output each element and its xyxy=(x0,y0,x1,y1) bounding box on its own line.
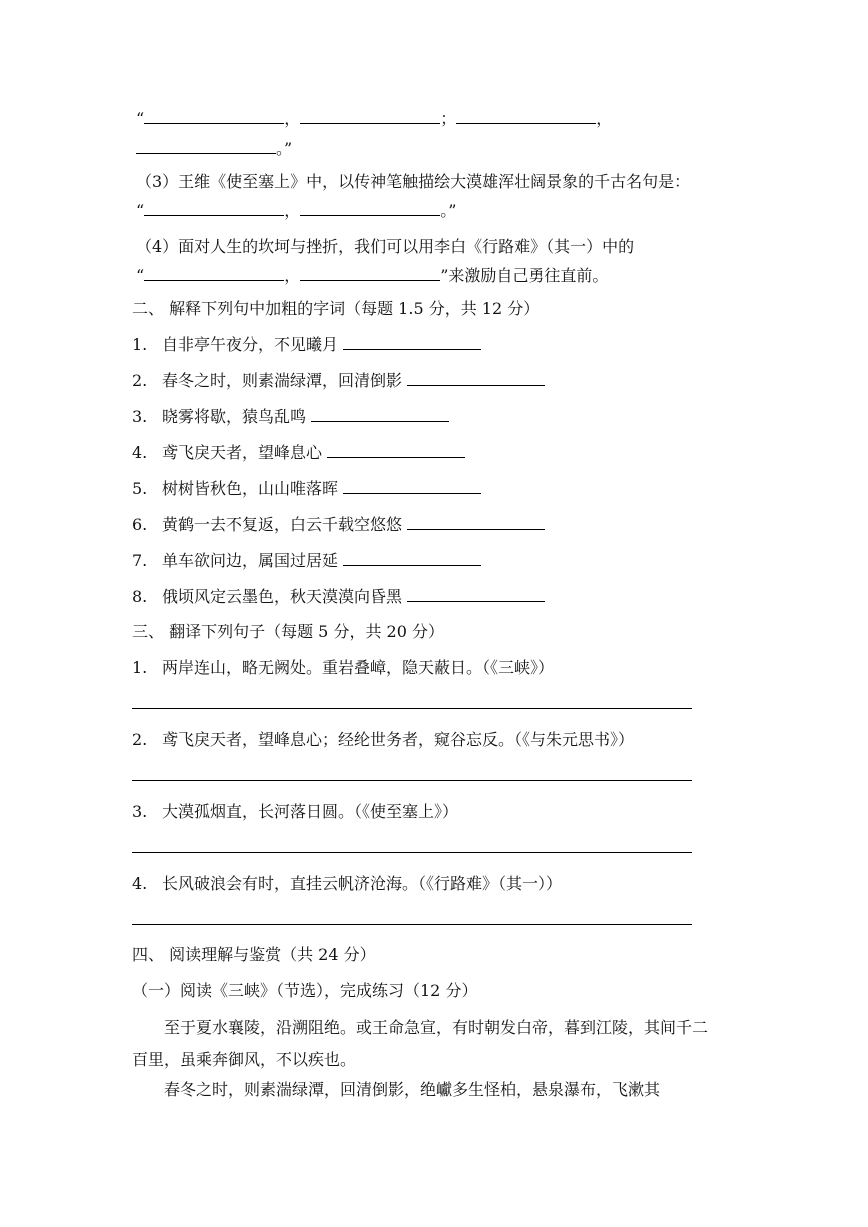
reading-paragraph-2: 春冬之时，则素湍绿潭，回清倒影，绝巘多生怪柏，悬泉瀑布，飞漱其 xyxy=(164,1080,661,1099)
section-2-item xyxy=(132,405,449,428)
answer-line[interactable] xyxy=(132,924,692,925)
item-text: 鸢飞戾天者，望峰息心 xyxy=(162,443,323,462)
answer-blank[interactable] xyxy=(343,549,481,566)
item-number: 4. xyxy=(132,874,148,893)
answer-blank[interactable] xyxy=(300,199,440,216)
open-quote: “ xyxy=(136,266,145,285)
answer-blank[interactable] xyxy=(407,585,545,602)
open-quote: “ xyxy=(136,109,145,128)
semicolon: ； xyxy=(440,109,457,128)
section-3-title: 三、 翻译下列句子（每题 5 分，共 20 分） xyxy=(132,622,444,641)
answer-line[interactable] xyxy=(132,852,692,853)
section-2-item xyxy=(132,549,481,572)
item-number: 4. xyxy=(132,443,148,462)
section-3-item xyxy=(132,657,554,679)
comma: ， xyxy=(596,109,613,128)
question-4-text: （4）面对人生的坎坷与挫折，我们可以用李白《行路难》（其一）中的 xyxy=(136,237,635,256)
answer-blank[interactable] xyxy=(407,513,545,530)
fill-line-1 xyxy=(136,107,612,130)
section-4-title: 四、 阅读理解与鉴赏（共 24 分） xyxy=(132,945,376,964)
item-text: 长风破浪会有时，直挂云帆济沧海。（《行路难》（其一）） xyxy=(162,874,563,893)
section-3-item xyxy=(132,873,562,895)
closing-text: ”来激励自己勇往直前。 xyxy=(440,266,609,285)
question-3-text: （3）王维《使至塞上》中，以传神笔触描绘大漠雄浑壮阔景象的千古名句是： xyxy=(136,172,691,191)
section-4-subtitle: （一）阅读《三峡》（节选），完成练习（12 分） xyxy=(132,981,478,1000)
item-number: 3. xyxy=(132,407,148,426)
item-number: 8. xyxy=(132,587,148,606)
section-2-item xyxy=(132,585,545,608)
answer-blank[interactable] xyxy=(343,477,481,494)
item-text: 晓雾将歇，猿鸟乱鸣 xyxy=(162,407,307,426)
answer-line[interactable] xyxy=(132,780,692,781)
item-text: 单车欲问边，属国过居延 xyxy=(162,551,339,570)
answer-blank[interactable] xyxy=(327,441,465,458)
item-number: 5. xyxy=(132,479,148,498)
answer-blank[interactable] xyxy=(456,107,596,124)
answer-blank[interactable] xyxy=(300,264,440,281)
item-text: 鸢飞戾天者，望峰息心；经纶世务者，窥谷忘反。（《与朱元思书》） xyxy=(162,730,635,749)
comma: ， xyxy=(284,266,301,285)
item-text: 黄鹤一去不复返，白云千载空悠悠 xyxy=(162,515,403,534)
item-number: 2. xyxy=(132,730,148,749)
section-2-item xyxy=(132,477,481,500)
item-number: 2. xyxy=(132,371,148,390)
comma: ， xyxy=(284,201,301,220)
fill-line-2 xyxy=(136,137,292,160)
question-3-fill xyxy=(136,199,456,222)
answer-blank[interactable] xyxy=(343,333,481,350)
item-number: 3. xyxy=(132,802,148,821)
item-number: 1. xyxy=(132,335,148,354)
answer-blank[interactable] xyxy=(407,369,545,386)
section-2-title: 二、 解释下列句中加粗的字词（每题 1.5 分，共 12 分） xyxy=(132,299,540,318)
item-text: 树树皆秋色，山山唯落晖 xyxy=(162,479,339,498)
item-number: 6. xyxy=(132,515,148,534)
item-text: 大漠孤烟直，长河落日圆。（《使至塞上》） xyxy=(162,802,459,821)
item-text: 自非亭午夜分，不见曦月 xyxy=(162,335,339,354)
comma: ， xyxy=(284,109,301,128)
item-text: 俄顷风定云墨色，秋天漠漠向昏黑 xyxy=(162,587,403,606)
period-close: 。” xyxy=(440,201,457,220)
answer-line[interactable] xyxy=(132,708,692,709)
open-quote: “ xyxy=(136,201,145,220)
answer-blank[interactable] xyxy=(300,107,440,124)
reading-paragraph-1: 至于夏水襄陵，沿溯阻绝。或王命急宣，有时朝发白帝，暮到江陵，其间千二百里，虽乘奔御风，不以疾也。 xyxy=(132,1018,709,1069)
section-2-item xyxy=(132,369,545,392)
answer-blank[interactable] xyxy=(144,264,284,281)
item-text: 春冬之时，则素湍绿潭，回清倒影 xyxy=(162,371,403,390)
answer-blank[interactable] xyxy=(136,137,276,154)
section-2-item xyxy=(132,513,545,536)
answer-blank[interactable] xyxy=(144,107,284,124)
answer-blank[interactable] xyxy=(311,405,449,422)
section-3-item xyxy=(132,801,458,823)
answer-blank[interactable] xyxy=(144,199,284,216)
period-close: 。” xyxy=(276,139,293,158)
item-number: 7. xyxy=(132,551,148,570)
section-3-item xyxy=(132,729,634,751)
question-4-fill xyxy=(136,264,608,287)
section-2-item xyxy=(132,441,465,464)
section-2-item xyxy=(132,333,481,356)
item-number: 1. xyxy=(132,658,148,677)
item-text: 两岸连山，略无阙处。重岩叠嶂，隐天蔽日。（《三峡》） xyxy=(162,658,555,677)
